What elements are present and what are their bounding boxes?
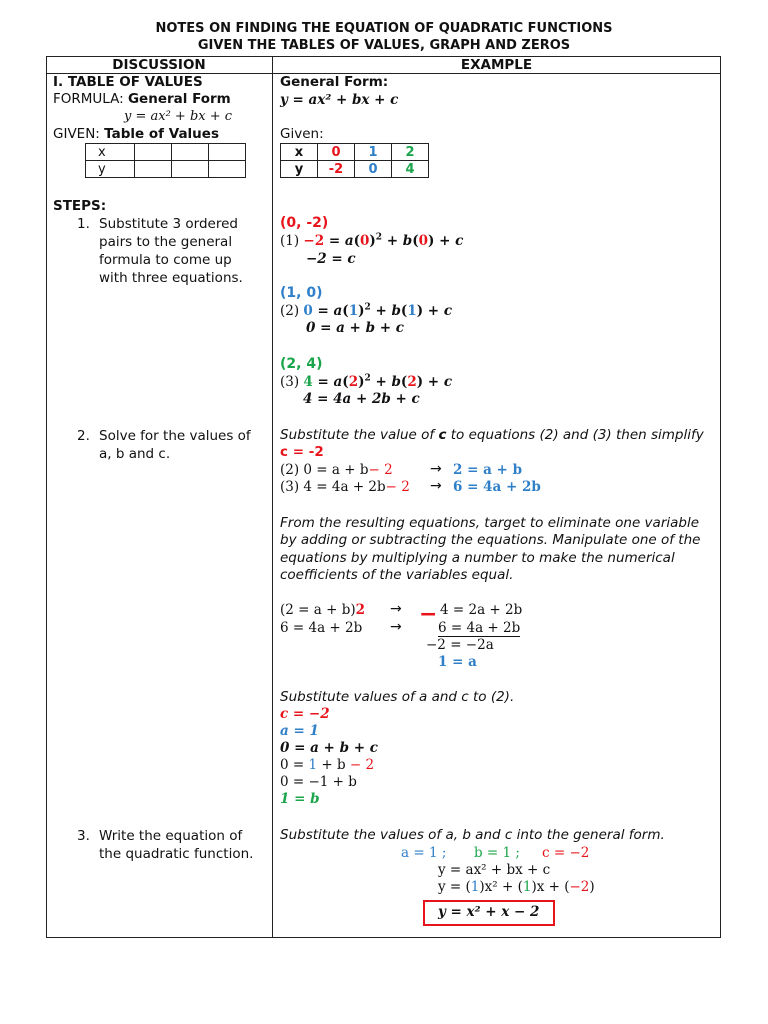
step-text: the quadratic function. (99, 846, 254, 862)
line2-pre: y = ( (438, 879, 471, 895)
given-line (53, 126, 219, 143)
given-table-x-label: x (281, 144, 318, 161)
eq3-minus: − 2 (385, 479, 410, 495)
given-name: Table of Values (104, 126, 219, 142)
c-line: c = −2 (280, 706, 330, 722)
pair-2-lhs: 0 (303, 303, 313, 319)
line2-c: −2 (569, 879, 590, 895)
steps-label: STEPS: (53, 198, 107, 214)
substituted-line (280, 757, 374, 774)
general-form-expression: y = ax² + bx + c (280, 92, 399, 108)
step-number: 1. (77, 216, 90, 232)
pair-3-equation: (3) $4 = a(2)^2 + b(2) + c$ (280, 373, 453, 390)
b-result: 1 = b (280, 791, 320, 807)
pair-1-result: −2 = c (306, 251, 356, 267)
work-line-3: −2 = −2a (426, 637, 494, 653)
multiply-equation (280, 602, 365, 619)
c-value-final: c = −2 (542, 845, 590, 861)
given-table-x0: 0 (318, 144, 355, 161)
page-title-line1: NOTES ON FINDING THE EQUATION OF QUADRATIC FUNCTIONS (155, 21, 613, 36)
column-divider (272, 56, 273, 938)
eq3-substituted (280, 479, 410, 496)
table-label-y: y (86, 161, 135, 178)
eq3-result: 6 = 4a + 2b (453, 479, 541, 495)
pair-1-lhs: −2 (303, 233, 325, 249)
given-example-label: Given: (280, 126, 324, 142)
pair-3-point: (2, 4) (280, 356, 323, 372)
equation-number: (1) (280, 233, 300, 249)
pair-3-sub-b: 2 (407, 374, 417, 390)
pair-2-equation: (2) $0 = a(1)^2 + b(1) + c$ (280, 302, 453, 319)
table-cell (209, 161, 246, 178)
section-title: I. TABLE OF VALUES (53, 74, 203, 90)
line2-a: 1 (470, 879, 480, 895)
pair-2-point: (1, 0) (280, 285, 323, 301)
arrow-right-icon: → (430, 461, 442, 477)
formula-label: FORMULA: (53, 91, 128, 107)
general-form-label: General Form: (280, 74, 389, 90)
line2-mid2: )x + ( (531, 879, 570, 895)
given-table-y-label: y (281, 161, 318, 178)
elimination-text-line: From the resulting equations, target to eliminate one variable (280, 515, 700, 531)
step-text: Solve for the values of (99, 428, 251, 444)
eq2-minus: − 2 (368, 462, 393, 478)
multiply-factor: 2 (355, 602, 366, 618)
step-text: with three equations. (99, 270, 243, 286)
table-cell (135, 161, 172, 178)
eq2-left: (2) 0 = a + b (280, 462, 369, 478)
equation-number: (2) (280, 303, 300, 319)
pair-3-result: 4 = 4a + 2b + c (303, 391, 420, 407)
substituted-general-form (438, 879, 595, 896)
step-number: 3. (77, 828, 90, 844)
multiply-left: (2 = a + b) (280, 602, 356, 618)
substitute-a-c-instruction: Substitute values of a and c to (2). (280, 689, 515, 705)
sub-a: 1 (308, 757, 318, 773)
a-value: a = 1 ; (401, 845, 447, 861)
column-header-discussion: DISCUSSION (112, 57, 206, 73)
step3-instruction: Substitute the values of a, b and c into the general form. (280, 827, 665, 843)
elimination-text-line: equations by multiplying a number to make the numerical (280, 550, 675, 566)
given-table-y2: 4 (392, 161, 429, 178)
given-table-of-values (280, 143, 429, 178)
equation-number: (3) (280, 374, 300, 390)
table-cell (209, 144, 246, 161)
formula-name: General Form (127, 91, 231, 107)
step-text: a, b and c. (99, 446, 171, 462)
table-label-x: x (86, 144, 135, 161)
given-table-x2: 2 (392, 144, 429, 161)
elimination-text-line: by adding or subtracting the equations. Manipulate one of the (280, 532, 701, 548)
instruction-text: Substitute the value of (280, 427, 439, 443)
eq2-result: 2 = a + b (453, 462, 523, 478)
a-line: a = 1 (280, 723, 319, 739)
sub-pre: 0 = (280, 757, 309, 773)
pair-3-sub-a: 2 (348, 374, 359, 390)
column-header-example: EXAMPLE (460, 57, 533, 73)
table-cell (135, 144, 172, 161)
sub-c: − 2 (349, 757, 375, 773)
pair-1-equation: $(1) -2 = a(0)^2 + b(0) + c$ (280, 232, 464, 249)
line2-b: 1 (522, 879, 532, 895)
line2-mid1: )x² + ( (479, 879, 523, 895)
second-equation: 6 = 4a + 2b (280, 620, 363, 636)
step-text: formula to come up (99, 252, 232, 268)
work-line-1: 4 = 2a + 2b (440, 602, 523, 618)
formula-line (53, 91, 231, 108)
b-value: b = 1 ; (474, 845, 520, 861)
step-number: 2. (77, 428, 90, 444)
general-form-line: y = ax² + bx + c (438, 862, 551, 878)
subtract-sign: − (419, 602, 438, 627)
empty-table-of-values (85, 143, 246, 178)
pair-2-result: 0 = a + b + c (306, 320, 404, 336)
formula-expression: y = ax² + bx + c (124, 109, 233, 124)
pair-1-sub-a: 0 (360, 233, 370, 249)
step-text: Substitute 3 ordered (99, 216, 238, 232)
step-text: pairs to the general (99, 234, 233, 250)
simplified-line: 0 = −1 + b (280, 774, 357, 790)
table-cell (172, 144, 209, 161)
instruction-variable: c (438, 427, 447, 443)
pair-2-sub-a: 1 (348, 303, 359, 319)
work-line-2: 6 = 4a + 2b (438, 620, 521, 636)
eq3-left: (3) 4 = 4a + 2b (280, 479, 386, 495)
general-line: 0 = a + b + c (280, 740, 378, 756)
c-value: c = -2 (280, 444, 324, 460)
given-table-y0: -2 (318, 161, 355, 178)
eq2-substituted (280, 462, 393, 479)
arrow-right-icon: → (390, 619, 402, 635)
pair-2-sub-b: 1 (407, 303, 417, 319)
notes-table-frame (46, 56, 721, 938)
pair-3-lhs: 4 (303, 374, 313, 390)
step2-instruction (280, 427, 704, 444)
table-cell (172, 161, 209, 178)
arrow-right-icon: → (390, 601, 402, 617)
pair-1-sub-b: 0 (418, 233, 429, 249)
elimination-text-line: coefficients of the variables equal. (280, 567, 514, 583)
final-answer: y = x² + x − 2 (438, 904, 540, 920)
a-result: 1 = a (438, 654, 477, 670)
pair-1-point: (0, -2) (280, 215, 329, 231)
given-table-x1: 1 (355, 144, 392, 161)
line2-post: ) (589, 879, 595, 895)
instruction-text: to equations (2) and (3) then simplify (446, 427, 704, 443)
arrow-right-icon: → (430, 478, 442, 494)
step-text: Write the equation of (99, 828, 243, 844)
page-title-line2: GIVEN THE TABLES OF VALUES, GRAPH AND ZEROS (197, 38, 571, 53)
sub-mid: + b (317, 757, 350, 773)
given-label: GIVEN: (53, 126, 105, 142)
given-table-y1: 0 (355, 161, 392, 178)
